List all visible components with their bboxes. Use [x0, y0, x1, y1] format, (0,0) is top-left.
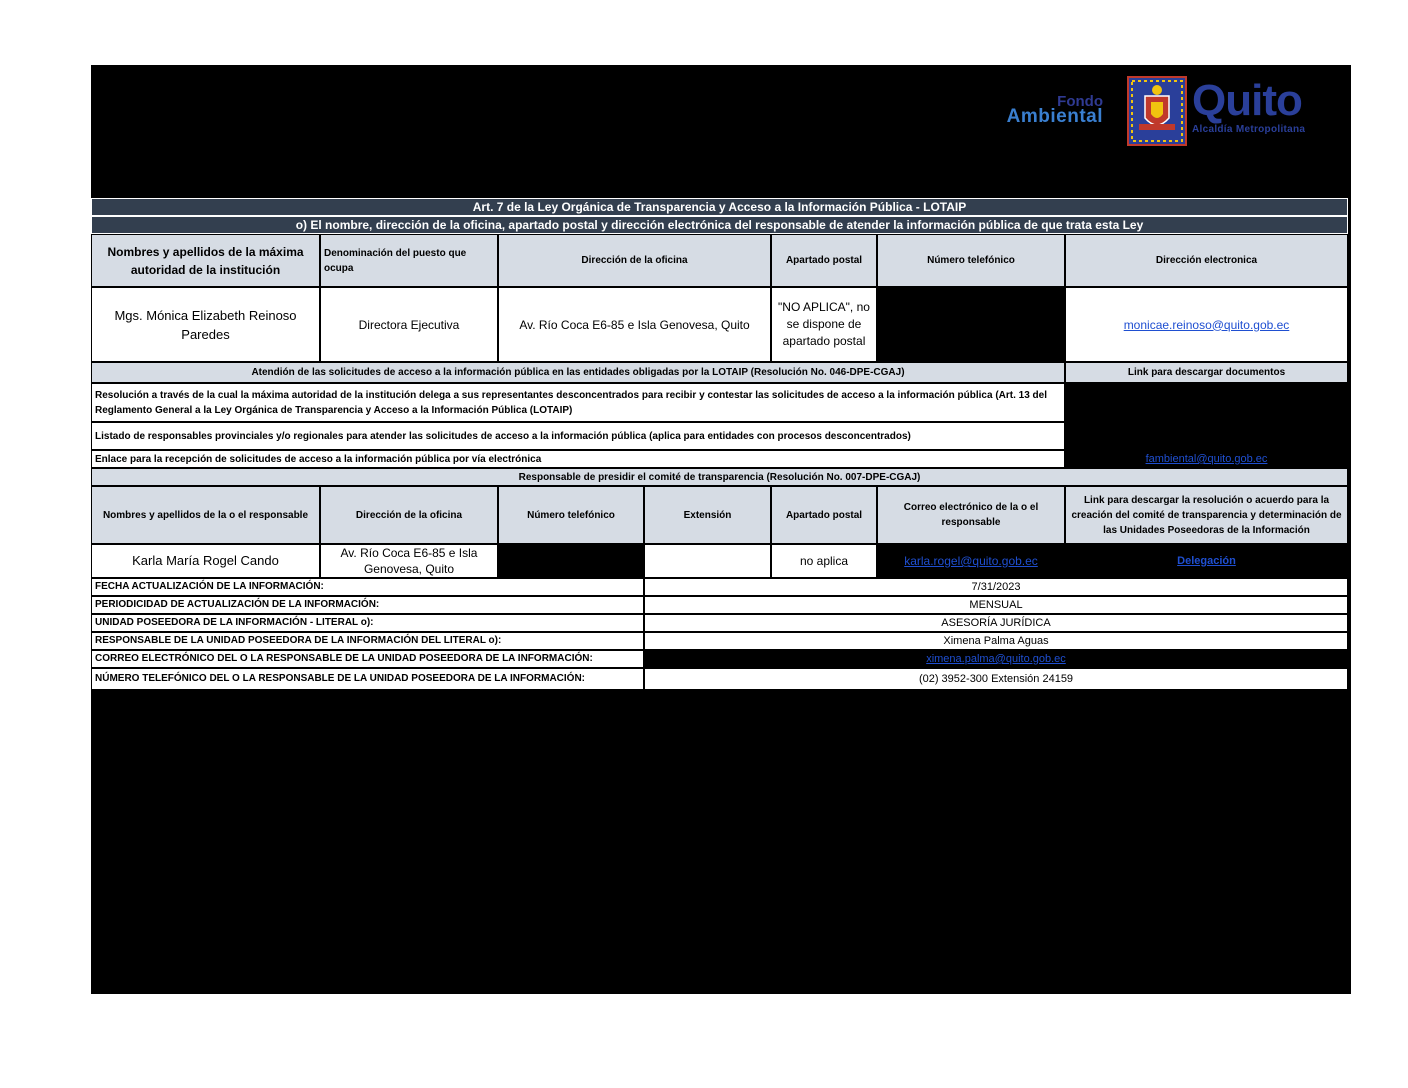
requests-section-header: Atendión de las solicitudes de acceso a la información pública en las entidades obligadas por la LOTAIP (Resolución No. 046-DPE-CGAJ): [91, 362, 1065, 383]
column-header-position: Denominación del puesto que ocupa: [320, 234, 498, 287]
committee-header-name: Nombres y apellidos de la o el responsable: [91, 486, 320, 544]
committee-postal: no aplica: [771, 544, 877, 578]
requests-row-link: Enlace para la recepción de solicitudes de acceso a la información pública por vía electrónica: [91, 450, 1065, 468]
committee-header-link: Link para descargar la resolución o acuerdo para la creación del comité de transparencia y determinación de las Unidades Poseedoras de la Información: [1065, 486, 1348, 544]
footer-label: NÚMERO TELEFÓNICO DEL O LA RESPONSABLE DE LA UNIDAD POSEEDORA DE LA INFORMACIÓN:: [91, 668, 644, 690]
committee-section-header: Responsable de presidir el comité de transparencia (Resolución No. 007-DPE-CGAJ): [91, 468, 1348, 486]
requests-link-header: Link para descargar documentos: [1065, 362, 1348, 383]
footer-value-email-cell: [644, 650, 1348, 668]
requests-email-link[interactable]: fambiental@quito.gob.ec: [1145, 453, 1268, 465]
fondo-ambiental-logo: [975, 93, 1103, 127]
committee-link-cell: [1065, 544, 1348, 578]
committee-header-postal: Apartado postal: [771, 486, 877, 544]
requests-link-cell: [1065, 450, 1348, 468]
footer-label: RESPONSABLE DE LA UNIDAD POSEEDORA DE LA INFORMACIÓN DEL LITERAL o):: [91, 632, 644, 650]
committee-name: Karla María Rogel Cando: [91, 544, 320, 578]
column-header-name: Nombres y apellidos de la máxima autoridad de la institución: [91, 234, 320, 287]
footer-label: FECHA ACTUALIZACIÓN DE LA INFORMACIÓN:: [91, 578, 644, 596]
column-header-postal: Apartado postal: [771, 234, 877, 287]
committee-header-phone: Número telefónico: [498, 486, 644, 544]
document-title: Art. 7 de la Ley Orgánica de Transparencia y Acceso a la Información Pública - LOTAIP: [91, 198, 1348, 216]
footer-email-link[interactable]: ximena.palma@quito.gob.ec: [926, 653, 1066, 665]
committee-email-cell: [877, 544, 1065, 578]
logo-text: Fondo: [1057, 93, 1103, 110]
committee-header-address: Dirección de la oficina: [320, 486, 498, 544]
authority-name: Mgs. Mónica Elizabeth Reinoso Paredes: [91, 287, 320, 362]
section-title: o) El nombre, dirección de la oficina, apartado postal y dirección electrónica del responsable de atender la información pública de que trata esta Ley: [91, 216, 1348, 234]
authority-email-link[interactable]: monicae.reinoso@quito.gob.ec: [1123, 317, 1290, 332]
committee-extension: [644, 544, 771, 578]
column-header-phone: Número telefónico: [877, 234, 1065, 287]
logo-text: Alcaldía Metropolitana: [1192, 124, 1306, 135]
committee-header-extension: Extensión: [644, 486, 771, 544]
footer-label: UNIDAD POSEEDORA DE LA INFORMACIÓN - LITERAL o):: [91, 614, 644, 632]
column-header-address: Dirección de la oficina: [498, 234, 771, 287]
footer-label: CORREO ELECTRÓNICO DEL O LA RESPONSABLE DE LA UNIDAD POSEEDORA DE LA INFORMACIÓN:: [91, 650, 644, 668]
footer-label: PERIODICIDAD DE ACTUALIZACIÓN DE LA INFORMACIÓN:: [91, 596, 644, 614]
footer-value-date: 7/31/2023: [644, 578, 1348, 596]
authority-position: Directora Ejecutiva: [320, 287, 498, 362]
logo-text: Ambiental: [1006, 106, 1103, 127]
delegacion-link[interactable]: Delegación: [1177, 555, 1236, 567]
column-header-email: Dirección electronica: [1065, 234, 1348, 287]
authority-phone: [877, 287, 1065, 362]
logo-text: Quito: [1192, 76, 1302, 125]
committee-email-link[interactable]: karla.rogel@quito.gob.ec: [904, 554, 1038, 568]
coat-of-arms-icon: [1127, 76, 1187, 146]
footer-value-unit: ASESORÍA JURÍDICA: [644, 614, 1348, 632]
committee-header-email: Correo electrónico de la o el responsable: [877, 486, 1065, 544]
footer-value-periodicity: MENSUAL: [644, 596, 1348, 614]
authority-email-cell: [1065, 287, 1348, 362]
authority-address: Av. Río Coca E6-85 e Isla Genovesa, Quito: [498, 287, 771, 362]
footer-value-responsible: Ximena Palma Aguas: [644, 632, 1348, 650]
requests-row-resolution: Resolución a través de la cual la máxima autoridad de la institución delega a sus representantes desconcentrados para recibir y contestar las solicitudes de acceso a la información pública (Art. 13 del Reglamento General a la Ley Orgánica de Transparencia y Acceso a la Información Pública (LOTAIP): [91, 383, 1065, 422]
quito-logo: [1192, 78, 1342, 136]
committee-phone: [498, 544, 644, 578]
requests-row-list: Listado de responsables provinciales y/o regionales para atender las solicitudes de acceso a la información pública (aplica para entidades con procesos desconcentrados): [91, 422, 1065, 450]
footer-value-phone: (02) 3952-300 Extensión 24159: [644, 668, 1348, 690]
committee-address: Av. Río Coca E6-85 e Isla Genovesa, Quito: [320, 544, 498, 578]
authority-postal: "NO APLICA", no se dispone de apartado postal: [771, 287, 877, 362]
